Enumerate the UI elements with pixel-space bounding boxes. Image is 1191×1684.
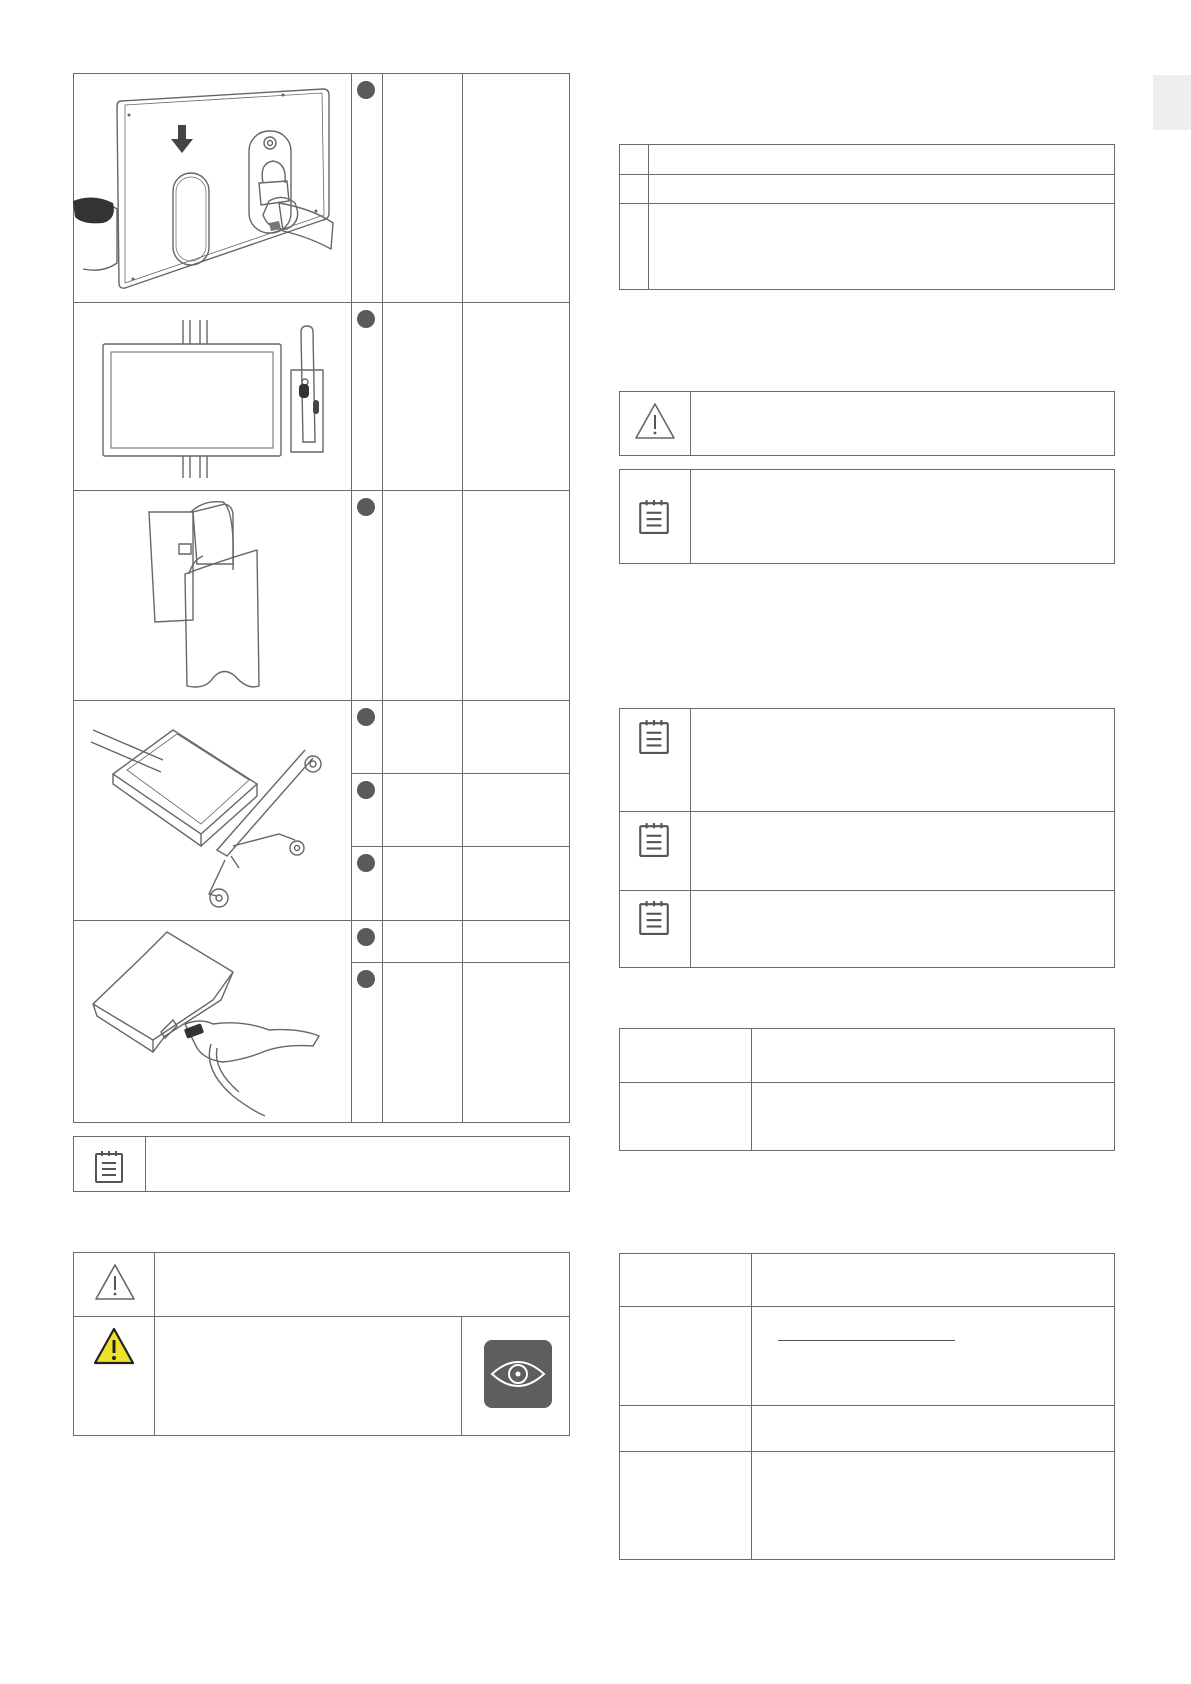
illustration-holder xyxy=(73,490,351,700)
divider xyxy=(619,1082,1115,1083)
divider xyxy=(751,1253,752,1560)
divider xyxy=(690,391,691,456)
divider xyxy=(690,469,691,564)
warning-icon xyxy=(94,1263,136,1301)
section-tab xyxy=(1153,75,1191,130)
illustration-monitor xyxy=(73,302,351,490)
divider xyxy=(619,203,1115,204)
divider xyxy=(461,1316,462,1436)
divider xyxy=(351,773,570,774)
divider xyxy=(619,1451,1115,1452)
step-bullet xyxy=(357,781,375,799)
step-bullet xyxy=(357,708,375,726)
warning-yellow-icon xyxy=(93,1327,135,1365)
step-bullet xyxy=(357,498,375,516)
list-table xyxy=(619,144,1115,290)
divider xyxy=(351,73,352,1123)
spec-table xyxy=(619,1028,1115,1151)
divider xyxy=(690,708,691,968)
illustration-cable-connect xyxy=(73,920,351,1123)
divider xyxy=(619,174,1115,175)
note-box xyxy=(73,1136,570,1192)
note-icon xyxy=(638,822,670,858)
divider xyxy=(751,1028,752,1151)
divider xyxy=(619,1306,1115,1307)
eye-icon xyxy=(484,1340,552,1408)
divider xyxy=(619,811,1115,812)
note-icon xyxy=(638,719,670,755)
step-bullet xyxy=(357,854,375,872)
note-icon xyxy=(94,1150,124,1184)
divider xyxy=(154,1252,155,1436)
caution-box xyxy=(619,391,1115,456)
divider xyxy=(382,73,383,1123)
spec-table xyxy=(619,1253,1115,1560)
divider xyxy=(648,144,649,290)
divider xyxy=(351,962,570,963)
note-group xyxy=(619,708,1115,968)
step-bullet xyxy=(357,81,375,99)
note-box xyxy=(619,469,1115,564)
link-underline xyxy=(778,1340,955,1341)
step-bullet xyxy=(357,928,375,946)
divider xyxy=(462,73,463,1123)
step-bullet xyxy=(357,310,375,328)
note-icon xyxy=(638,499,670,535)
note-icon xyxy=(638,900,670,936)
divider xyxy=(73,1316,570,1317)
illustration-cart xyxy=(73,700,351,920)
warning-icon xyxy=(634,402,676,440)
divider xyxy=(619,890,1115,891)
divider xyxy=(619,1405,1115,1406)
step-bullet xyxy=(357,970,375,988)
illustration-mount-panel xyxy=(73,73,351,302)
divider xyxy=(145,1136,146,1192)
divider xyxy=(351,846,570,847)
